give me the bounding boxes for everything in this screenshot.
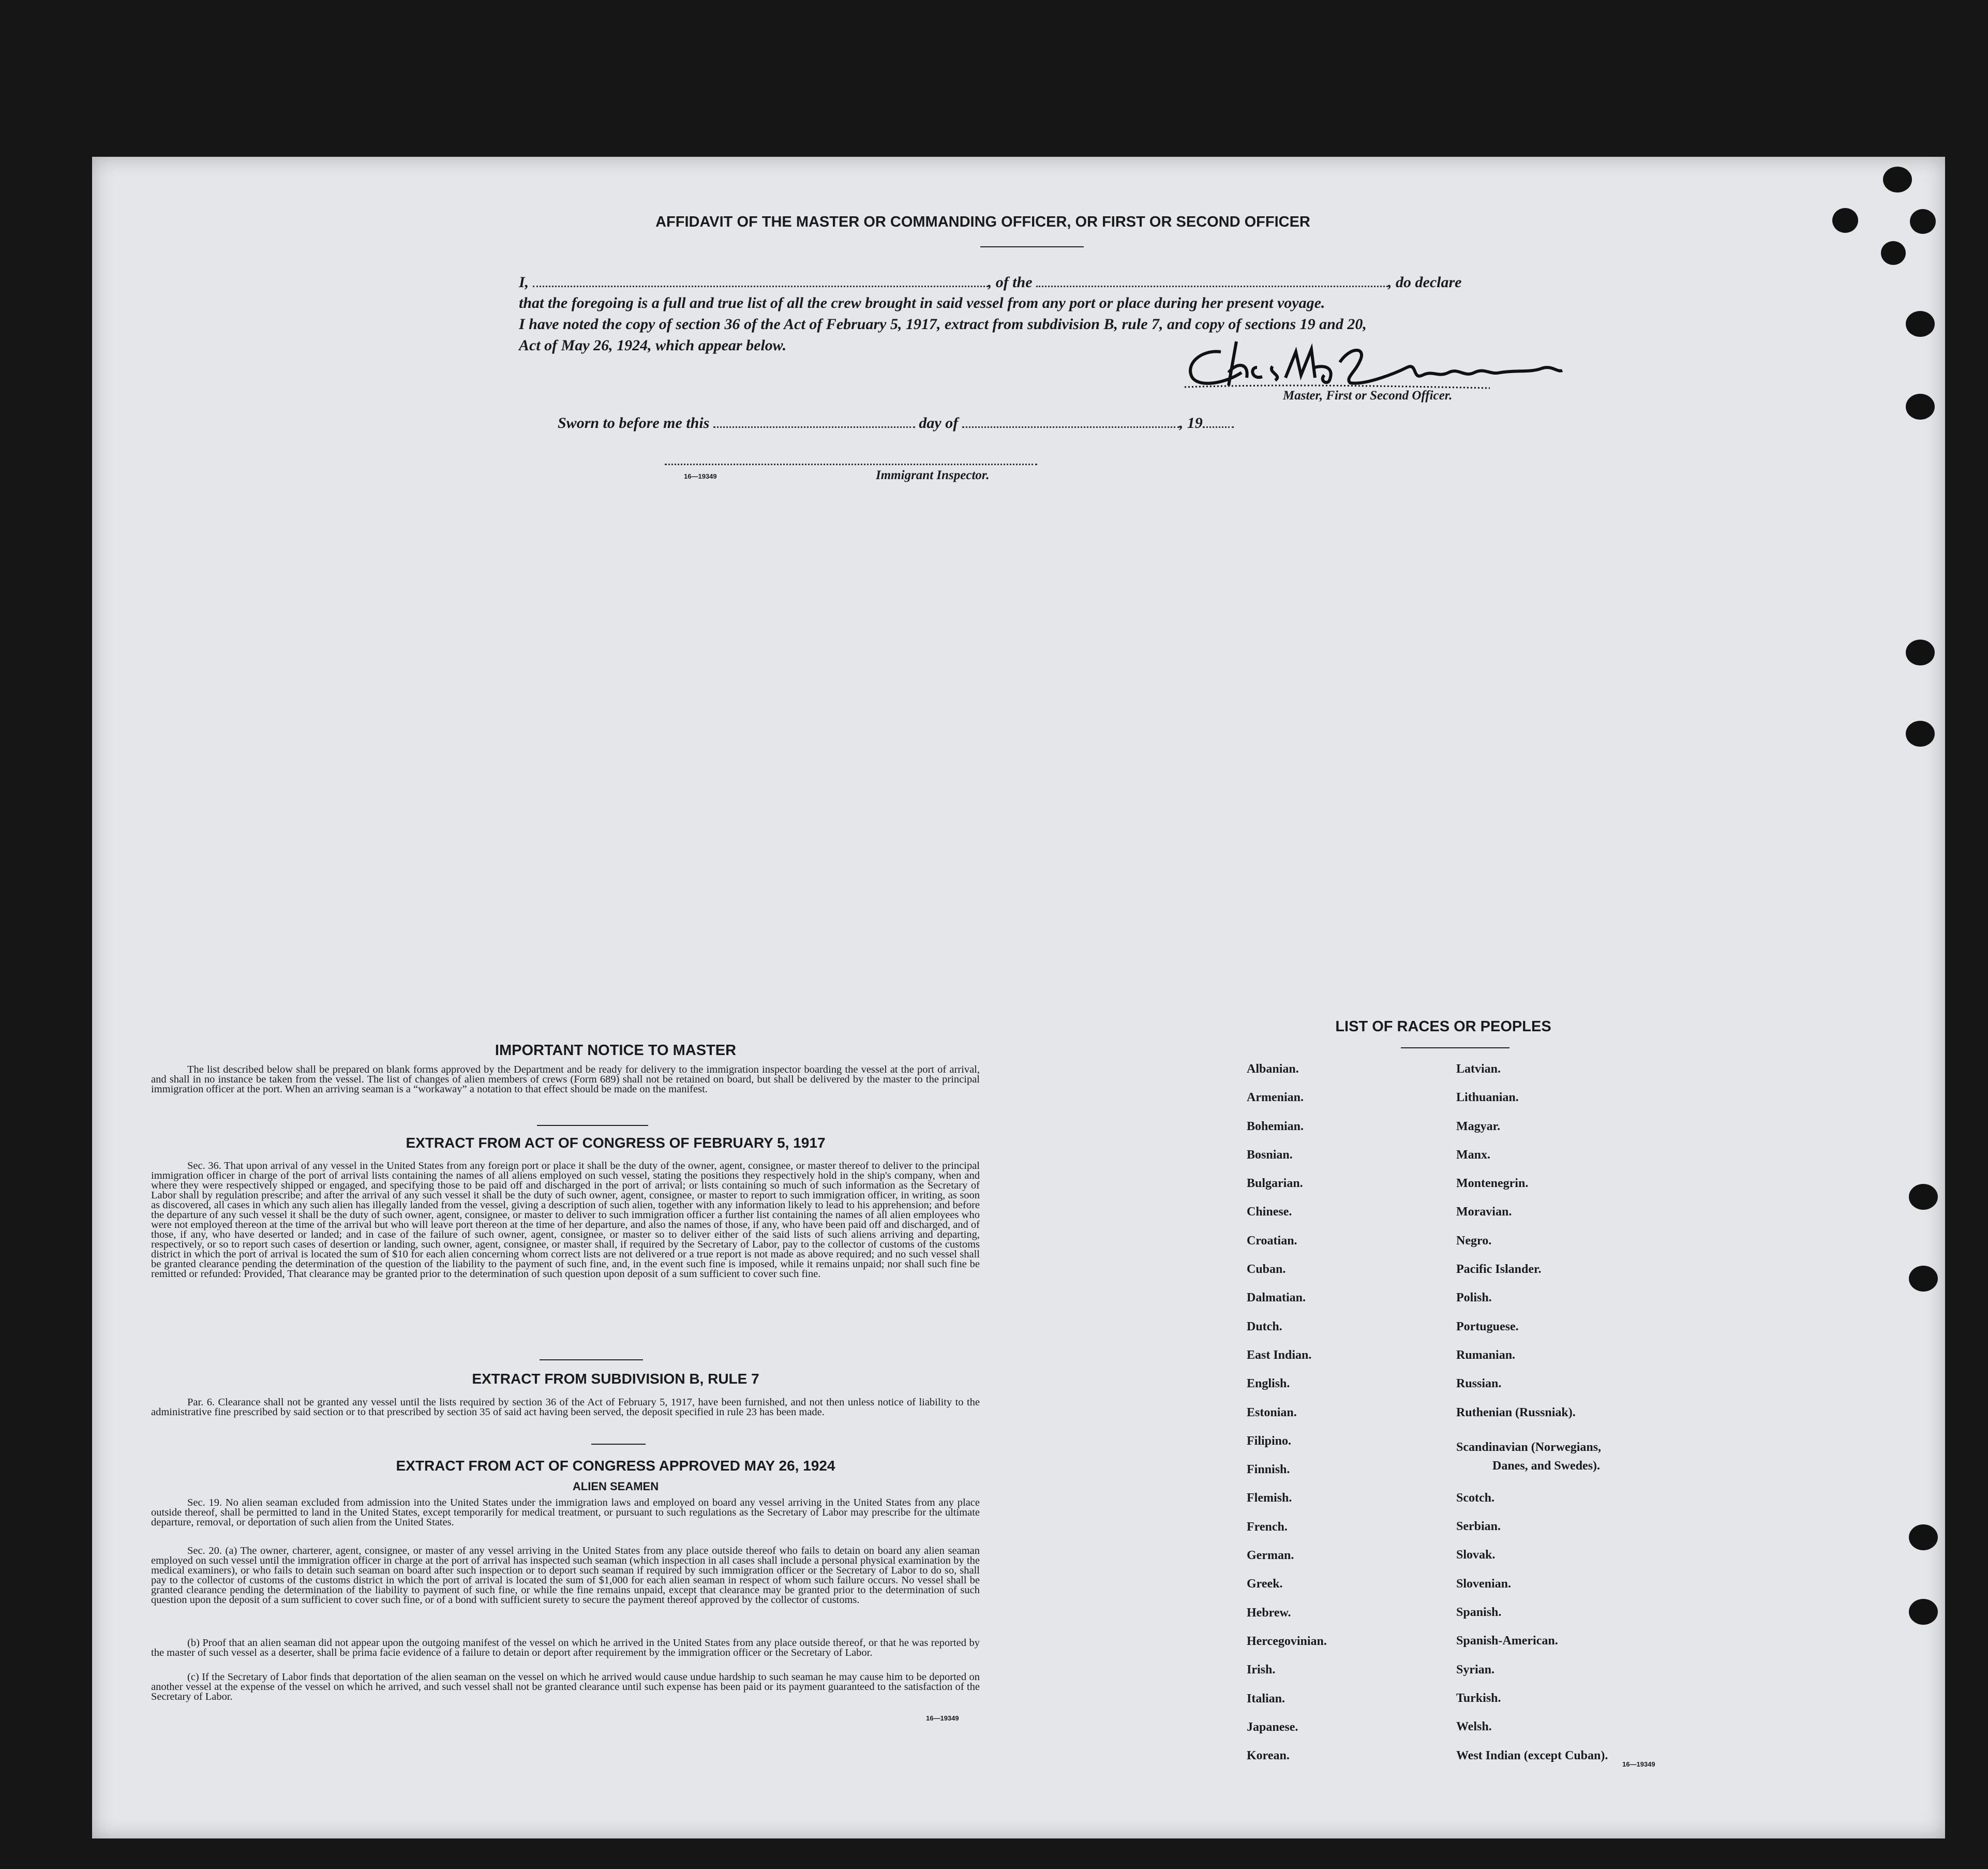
race-item: Italian. <box>1247 1692 1286 1705</box>
declaration-line-3: I have noted the copy of section 36 of the Act of February 5, 1917, extract from subdivision B, rule 7, and copy of sections 19 and 20, <box>519 316 1367 333</box>
race-item: Spanish-American. <box>1456 1634 1558 1648</box>
punch-hole <box>1906 311 1935 337</box>
race-item: Cuban. <box>1247 1263 1286 1277</box>
race-item: Dutch. <box>1247 1319 1282 1333</box>
race-item: Slovenian. <box>1456 1577 1512 1591</box>
divider <box>540 1359 643 1360</box>
race-item: Bosnian. <box>1247 1148 1293 1162</box>
race-item: Croatian. <box>1247 1234 1297 1248</box>
race-item: Hercegovinian. <box>1247 1634 1327 1648</box>
race-item: Hebrew. <box>1247 1606 1291 1620</box>
day-of-label: day of <box>919 414 959 432</box>
sec19-body: Sec. 19. No alien seaman excluded from admission into the United States under the immigration laws and employed on board any vessel arriving in the United States from any place outside thereof, shall be permitted to land in the United States, except temporarily for medical treatment, or pursuant to such regulations as the Secretary of Labor may prescribe for the ultimate departure, removal, or deportation of such alien from the United States. <box>151 1497 980 1528</box>
race-item: German. <box>1247 1549 1294 1563</box>
sworn-label: Sworn to before me this <box>558 414 710 432</box>
divider <box>591 1444 646 1445</box>
sworn-line <box>558 414 1334 432</box>
do-declare-label: , do declare <box>1388 274 1462 291</box>
sec20c-body: (c) If the Secretary of Labor finds that deportation of the alien seaman on the vessel on which he arrived would cause undue hardship to such seaman he may cause him to be deported on another vessel at the expense of the vessel on which he arrived, and such vessel shall not be granted clearance until such expense has been paid or its payment guaranteed to the satisfaction of the Secretary of Labor. <box>151 1671 980 1702</box>
divider <box>537 1125 648 1126</box>
extract-1917-title: EXTRACT FROM ACT OF CONGRESS OF FEBRUARY 5, 1917 <box>406 1135 826 1151</box>
race-item: Serbian. <box>1456 1520 1501 1534</box>
race-item: Manx. <box>1456 1148 1490 1162</box>
race-item: Bohemian. <box>1247 1119 1304 1133</box>
race-item: Magyar. <box>1456 1119 1501 1133</box>
extract-1917-body: Sec. 36. That upon arrival of any vessel in the United States from any foreign port or place it shall be the duty of the owner, agent, consignee, or master thereof to deliver to the principal immigration officer in charge of the port of arrival lists containing the names of all aliens employed on such vessel, stating the positions they respectively hold in the ship's company, when and where they were respectively shipped or engaged, and specifying those to be paid off and discharged in the port of arrival; or lists containing so much of such information as the Secretary of Labor shall by regulation prescribe; and after the arrival of any such vessel it shall be the duty of such owner, agent, consignee, or master to report to such immigration officer, in writing, as soon as discovered, all cases in which any such alien has illegally landed from the vessel, giving a description of such alien, together with any information likely to lead to his apprehension; and before the departure of any such vessel it shall be the duty of such owner, agent, consignee, or master to deliver to such immigration officer a further list containing the names of all alien employees who were not employed thereon at the time of the arrival but who will leave port thereon at the time of her departure, and also the names of those, if any, who have been paid off and discharged, and of those, if any, who have deserted or landed; and in case of the failure of such owner, agent, consignee, or master so to deliver either of the said lists of such aliens arriving and departing, respectively, or so to report such cases of desertion or landing, such owner, agent, consignee, or master shall, if required by the Secretary of Labor, pay to the collector of customs of the customs district in which the port of arrival is located the sum of $10 for each alien concerning whom correct lists are not delivered or a true report is not made as above required; and no such vessel shall be granted clearance pending the determination of the question of the liability to the payment of such fine, and, in the event such fine is imposed, while it remains unpaid; nor shall such fine be remitted or refunded: Provided, That clearance may be granted prior to the determination of such question upon deposit of a sum sufficient to cover such fine. <box>151 1160 980 1280</box>
sworn-month-field[interactable] <box>962 414 1179 428</box>
race-item: Armenian. <box>1247 1091 1304 1105</box>
declaration-line-4: Act of May 26, 1924, which appear below. <box>519 337 787 354</box>
race-item: Irish. <box>1247 1663 1276 1677</box>
race-item: Turkish. <box>1456 1691 1501 1705</box>
race-item: Syrian. <box>1456 1663 1495 1677</box>
race-item: Moravian. <box>1456 1205 1512 1219</box>
sec20a-body: Sec. 20. (a) The owner, charterer, agent, consignee, or master of any vessel arriving in the United States from any place outside thereof who fails to detain on board any alien seaman employed on such vessel until the immigration officer in charge at the port of arrival has inspected such seaman (which inspection in all cases shall include a personal physical examination by the medical examiners), or who fails to detain such seaman on board after such inspection or to deport such seaman if required by such immigration officer or the Secretary of Labor to do so, shall pay to the collector of customs of the customs district in which the port of arrival is located the sum of $1,000 for each alien seaman in respect of whom such failure occurs. No vessel shall be granted clearance pending the determination of the liability to payment of such fine, or while the fine remains unpaid, except that clearance may be granted prior to the determination of such question upon the deposit of a sum sufficient to cover such fine, or of a bond with sufficient surety to secure the payment thereof approved by the collector of customs. <box>151 1545 980 1606</box>
race-item: French. <box>1247 1520 1288 1534</box>
punch-hole <box>1910 209 1936 234</box>
races-title: LIST OF RACES OR PEOPLES <box>1335 1018 1551 1035</box>
inspector-signature-line[interactable] <box>665 464 1037 465</box>
race-item: Japanese. <box>1247 1720 1298 1734</box>
race-item: Russian. <box>1456 1377 1502 1391</box>
race-item: Bulgarian. <box>1247 1177 1303 1191</box>
extract-1924-title: EXTRACT FROM ACT OF CONGRESS APPROVED MAY 26, 1924 <box>396 1458 835 1474</box>
race-item: Welsh. <box>1456 1720 1492 1734</box>
race-item: Lithuanian. <box>1456 1091 1519 1105</box>
name-field[interactable] <box>533 273 988 287</box>
race-item: Danes, and Swedes). <box>1492 1459 1601 1473</box>
race-item: Montenegrin. <box>1456 1177 1529 1191</box>
race-item: East Indian. <box>1247 1348 1312 1362</box>
punch-hole <box>1909 1599 1938 1625</box>
sworn-year-field[interactable] <box>1203 414 1234 428</box>
race-item: Chinese. <box>1247 1205 1292 1219</box>
punch-hole <box>1906 640 1935 665</box>
race-item: Spanish. <box>1456 1606 1502 1620</box>
race-item: English. <box>1247 1377 1290 1391</box>
race-item: Korean. <box>1247 1749 1290 1763</box>
inspector-caption: Immigrant Inspector. <box>876 468 990 482</box>
race-item: Flemish. <box>1247 1491 1292 1505</box>
race-item: Filipino. <box>1247 1434 1292 1448</box>
race-item: Ruthenian (Russniak). <box>1456 1405 1576 1419</box>
form-number: 16—19349 <box>684 472 717 480</box>
race-item: Pacific Islander. <box>1456 1263 1542 1277</box>
punch-hole <box>1909 1266 1938 1292</box>
year-prefix: , 19 <box>1179 414 1203 432</box>
rule7-body: Par. 6. Clearance shall not be granted any vessel until the lists required by section 36 of the Act of February 5, 1917, have been furnished, and not then unless notice of liability to the administrative fine prescribed by said section or to that prescribed by section 35 of said act having been served, the deposit specified in rule 23 has been made. <box>151 1397 980 1418</box>
alien-seamen-subtitle: ALIEN SEAMEN <box>572 1480 659 1493</box>
handwritten-signature <box>1179 336 1573 393</box>
race-item: Polish. <box>1456 1291 1492 1305</box>
race-item: Rumanian. <box>1456 1348 1516 1362</box>
punch-hole <box>1883 167 1912 192</box>
divider <box>980 246 1084 247</box>
i-label: I, <box>519 274 529 291</box>
race-item: West Indian (except Cuban). <box>1456 1748 1608 1762</box>
sworn-day-field[interactable] <box>713 414 915 428</box>
race-item: Albanian. <box>1247 1062 1299 1076</box>
race-item: Portuguese. <box>1456 1319 1519 1333</box>
punch-hole <box>1909 1524 1938 1550</box>
punch-hole <box>1881 241 1906 265</box>
of-the-label: , of the <box>988 274 1033 291</box>
declaration-line-2: that the foregoing is a full and true list of all the crew brought in said vessel from any port or place during her present voyage. <box>519 294 1325 312</box>
form-number: 16—19349 <box>1622 1760 1655 1768</box>
divider <box>1401 1047 1509 1048</box>
race-item: Estonian. <box>1247 1405 1297 1419</box>
race-item: Latvian. <box>1456 1062 1501 1076</box>
sec20b-body: (b) Proof that an alien seaman did not appear upon the outgoing manifest of the vessel on which he arrived in the United States from any place outside thereof, or that he was reported by the master of such vessel as a deserter, shall be prima facie evidence of a failure to detain or deport after requirement by the immigration officer or the Secretary of Labor. <box>151 1637 980 1658</box>
declaration-line-1 <box>519 273 1543 291</box>
races-column-1 <box>1247 1062 1443 1777</box>
race-item: Negro. <box>1456 1234 1492 1248</box>
form-number: 16—19349 <box>926 1714 959 1722</box>
race-item: Greek. <box>1247 1577 1283 1591</box>
races-column-2 <box>1456 1062 1725 1777</box>
signer-caption: Master, First or Second Officer. <box>1283 389 1453 403</box>
rule7-title: EXTRACT FROM SUBDIVISION B, RULE 7 <box>472 1371 759 1387</box>
notice-title: IMPORTANT NOTICE TO MASTER <box>495 1042 737 1059</box>
race-item: Dalmatian. <box>1247 1291 1306 1305</box>
punch-hole <box>1909 1184 1938 1210</box>
race-item: Finnish. <box>1247 1463 1290 1477</box>
race-item: Slovak. <box>1456 1548 1496 1562</box>
race-item: Scandinavian (Norwegians, <box>1456 1440 1602 1454</box>
race-item: Scotch. <box>1456 1491 1494 1505</box>
notice-body: The list described below shall be prepared on blank forms approved by the Department and be ready for delivery to the immigration inspector boarding the vessel at the port of arrival, and shall in no instance be taken from the vessel. The list of changes of alien members of crews (Form 689) shall not be retained on board, but shall be delivered by the master to the principal immigration officer at the port. When an arriving seaman is a “workaway” a notation to that effect should be made on the manifest. <box>151 1064 980 1095</box>
vessel-field[interactable] <box>1036 273 1388 287</box>
punch-hole <box>1906 721 1935 747</box>
punch-hole <box>1906 394 1935 420</box>
affidavit-title: AFFIDAVIT OF THE MASTER OR COMMANDING OFFICER, OR FIRST OR SECOND OFFICER <box>655 214 1310 230</box>
punch-hole <box>1832 208 1858 233</box>
